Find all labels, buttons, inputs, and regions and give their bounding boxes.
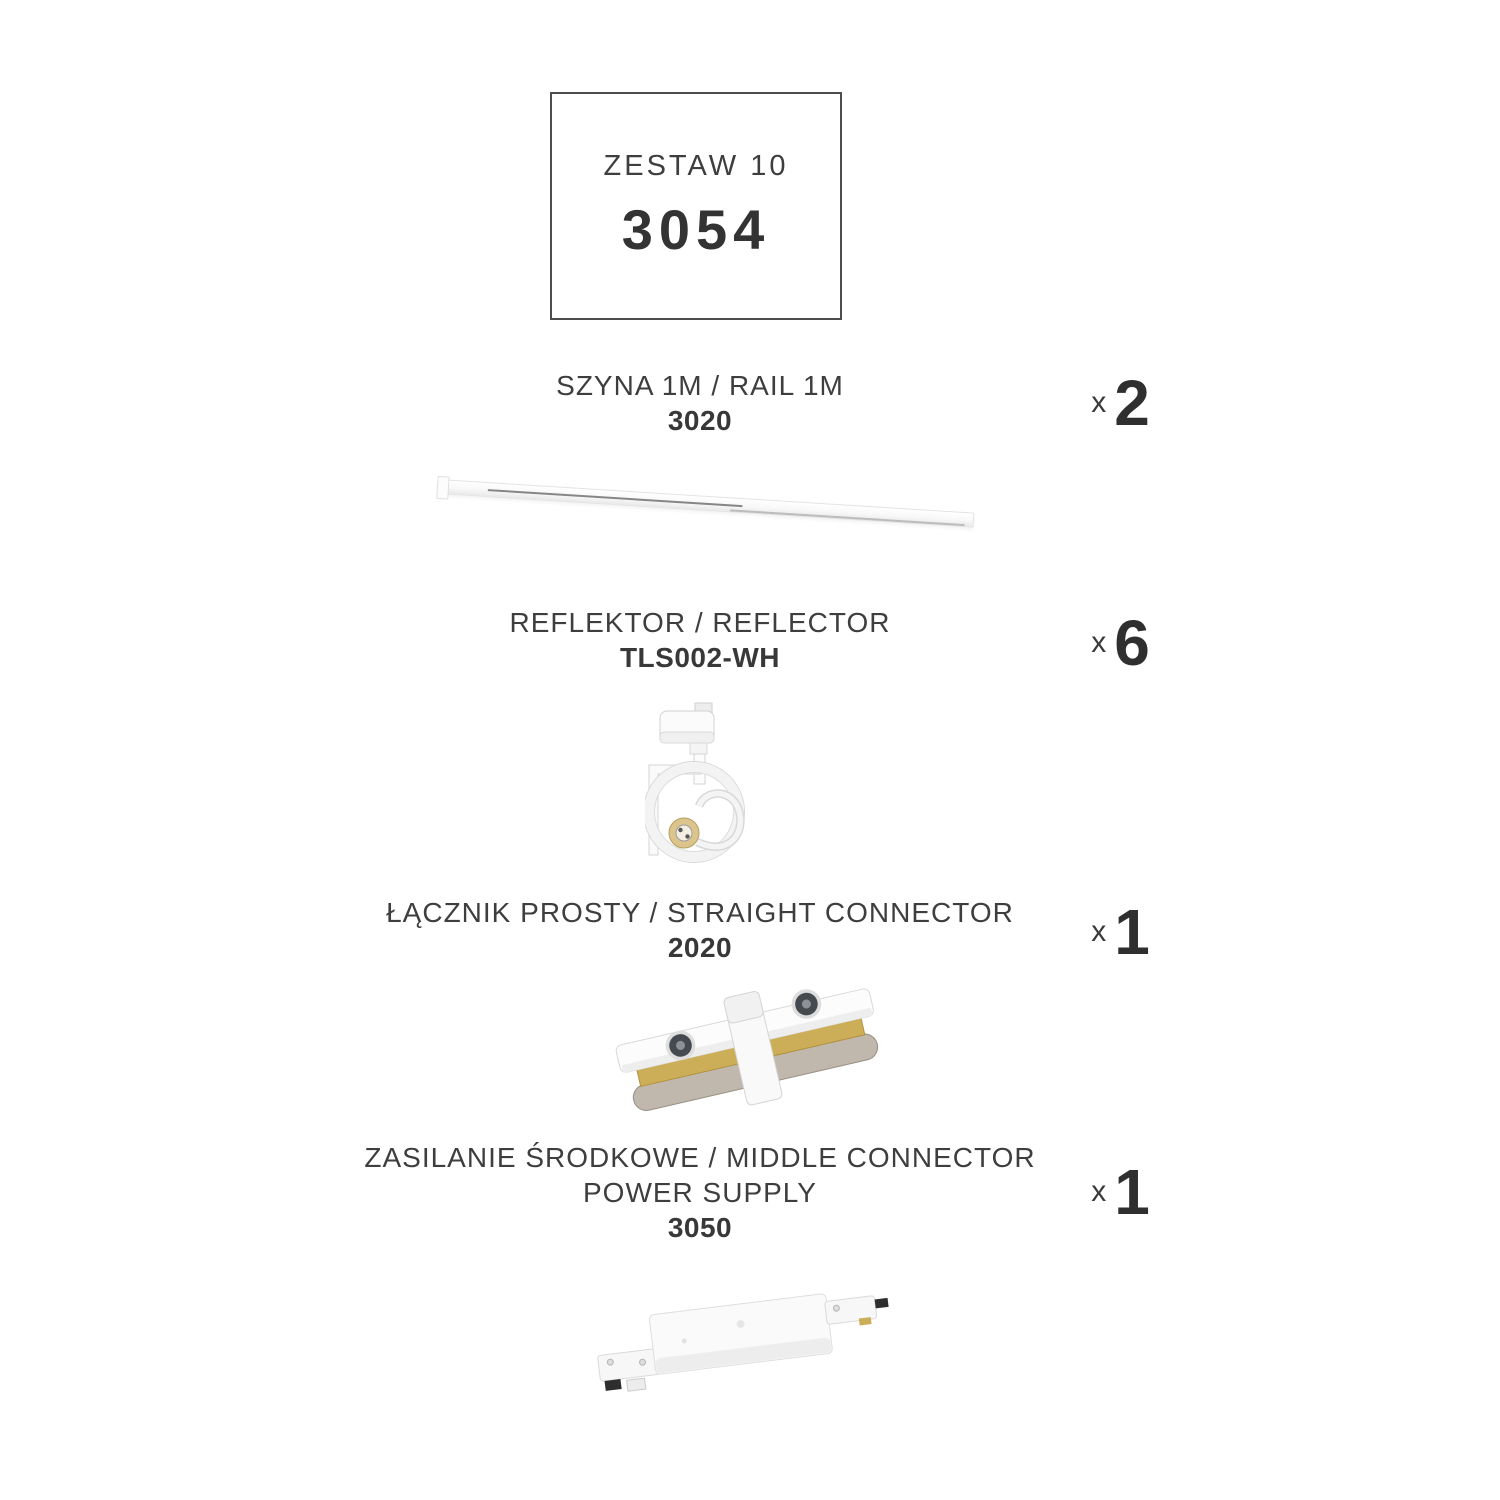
quantity-value: 1 [1114,896,1149,968]
item-4-title-line2: POWER SUPPLY [583,1177,817,1208]
rail-slot [488,489,743,507]
kit-header-box [550,92,842,320]
quantity-prefix: x [1091,386,1107,419]
straight-connector-image [600,988,900,1118]
quantity-prefix: x [1091,1175,1107,1208]
kit-code: 3054 [621,198,771,261]
track-spotlight-reflector-image [645,702,795,897]
item-3-title: ŁĄCZNIK PROSTY / STRAIGHT CONNECTOR [386,897,1014,928]
item-2-code: TLS002-WH [619,642,781,673]
quantity-value: 6 [1114,607,1149,679]
item-4-quantity [1050,1156,1190,1228]
quantity-value: 1 [1114,1156,1149,1228]
item-3-quantity [1050,896,1190,968]
item-1-quantity [1050,367,1190,439]
item-3-text [300,895,1100,965]
kit-label: ZESTAW 10 [603,150,789,182]
item-1-title: SZYNA 1M / RAIL 1M [556,370,844,401]
item-2-quantity [1050,607,1190,679]
rail-endcap [436,476,449,500]
quantity-value: 2 [1114,367,1149,439]
rail-slot-shadow [730,509,965,526]
rail-bar [439,479,975,528]
item-1-text [300,368,1100,438]
rail-1m-image [437,466,979,544]
quantity-prefix: x [1091,626,1107,659]
item-3-code: 2020 [667,932,733,963]
quantity-prefix: x [1091,915,1107,948]
power-supply-connector-image [593,1283,908,1403]
item-1-code: 3020 [667,405,733,436]
item-4-title: ZASILANIE ŚRODKOWE / MIDDLE CONNECTOR [364,1142,1036,1173]
item-2-text [300,605,1100,675]
item-4-code: 3050 [667,1212,733,1243]
item-2-title: REFLEKTOR / REFLECTOR [509,607,891,638]
left-end-connector [597,1348,660,1381]
item-4-text [300,1140,1100,1245]
